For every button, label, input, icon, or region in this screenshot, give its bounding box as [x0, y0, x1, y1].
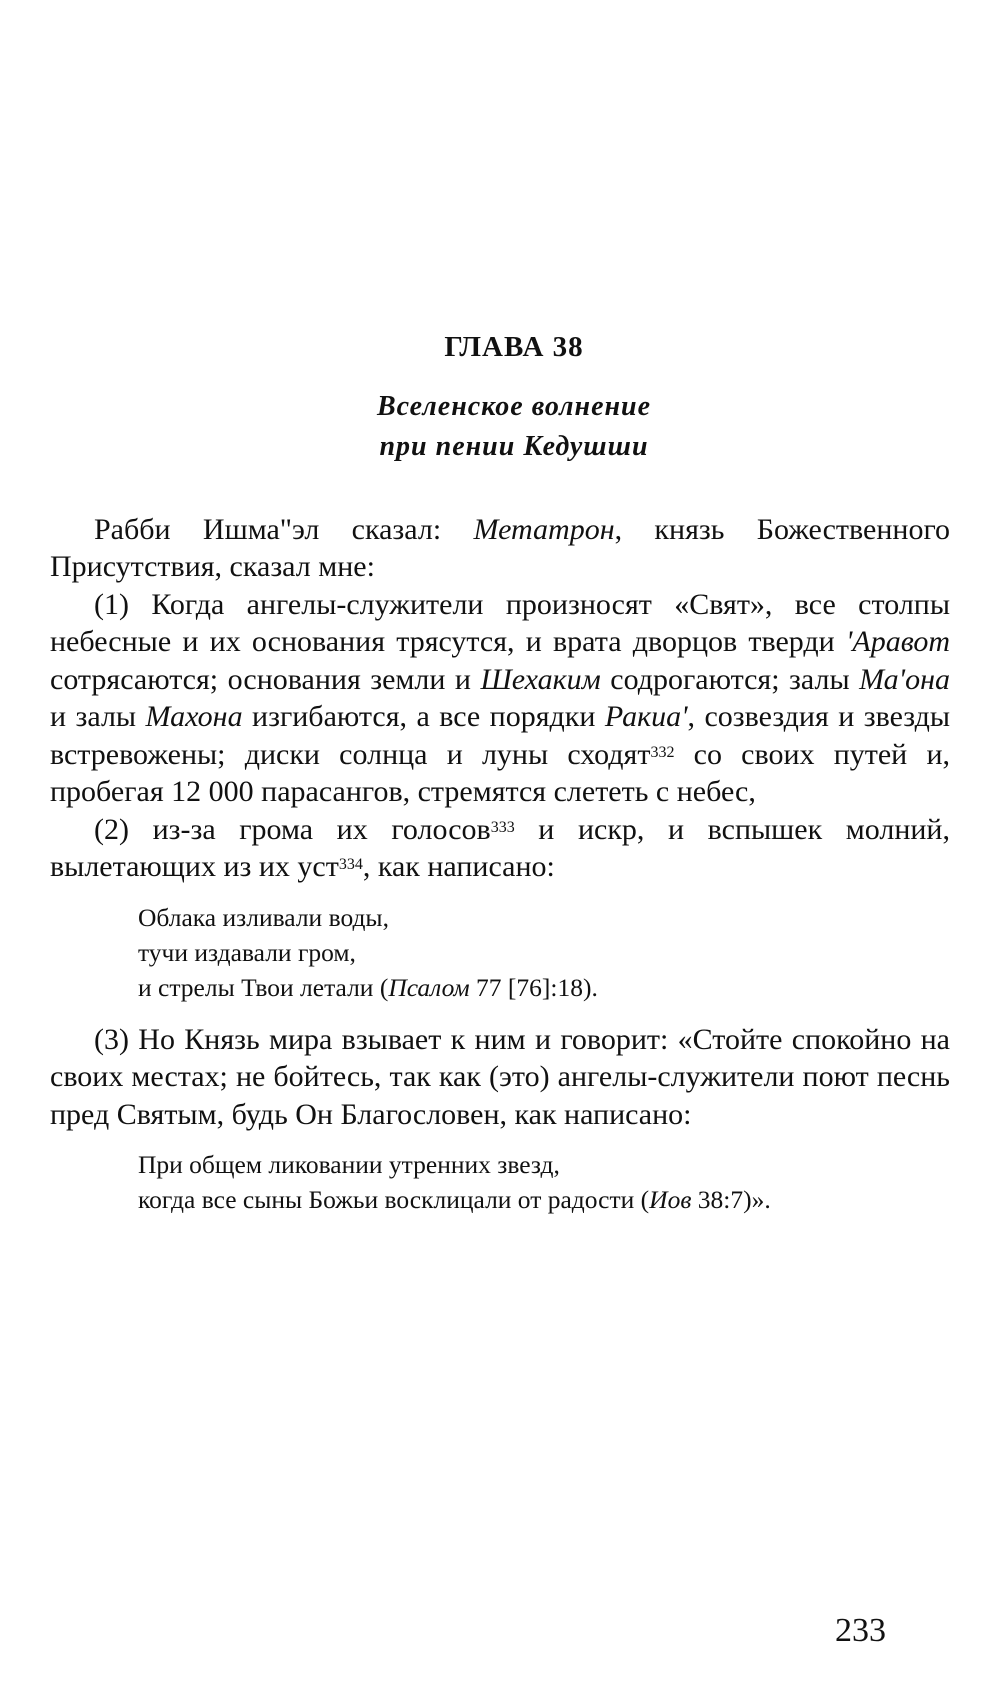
chapter-subtitle-line-2: при пении Кедушши: [379, 430, 649, 462]
footnote-ref[interactable]: 333: [490, 818, 515, 836]
text-run: со своих путей и, пробегая 12 000 парасангов, стремятся слететь с небес,: [50, 737, 950, 809]
intro-paragraph: [50, 511, 950, 586]
quote-line: [138, 970, 950, 1005]
text-run: (1) Когда ангелы-служители произносят «Свят», все столпы небесные и их основания трясутся, и врата дворцов тверди: [50, 587, 950, 659]
quote-line: тучи издавали гром,: [138, 937, 356, 967]
text-run: когда все сыны Божьи восклицали от радости (: [138, 1185, 650, 1215]
text-run: 77 [76]:18).: [469, 972, 598, 1002]
italic-term: Шехаким: [480, 662, 601, 696]
chapter-title: ГЛАВА 38: [444, 331, 584, 363]
chapter-subtitle: [78, 387, 950, 467]
text-run: изгибаются, а все порядки: [242, 700, 605, 734]
paragraph-3: (3) Но Князь мира взывает к ним и говорит: «Стойте спокойно на своих местах; не бойтесь, так как (это) ангелы-служители поют песнь пред Святым, будь Он Благословен, как написано:: [50, 1022, 950, 1131]
text-run: 38:7)».: [691, 1185, 771, 1215]
citation-book: Псалом: [388, 972, 470, 1002]
quote-line: При общем ликовании утренних звезд,: [138, 1150, 560, 1180]
italic-term: Ма'она: [859, 662, 950, 696]
text-run: , князь Божественного Присутствия, сказал мне:: [50, 512, 951, 584]
text-run: сотрясаются; основания земли и: [50, 662, 481, 696]
scripture-quote-2: [138, 1147, 950, 1217]
italic-term: 'Аравот: [845, 625, 950, 659]
scripture-quote-1: [138, 900, 950, 1005]
text-run: и залы: [50, 700, 146, 734]
citation-book: Иов: [649, 1185, 692, 1215]
paragraph-1: [50, 586, 950, 811]
text-run: и искр, и вспышек молний, вылетающих из их уст: [50, 812, 950, 884]
page-content: [50, 330, 950, 1233]
italic-name: Метатрон: [473, 512, 615, 546]
chapter-subtitle-line-1: Вселенское волнение: [376, 390, 652, 422]
italic-term: Махона: [145, 700, 243, 734]
text-run: , как написано:: [362, 850, 555, 884]
italic-term: Ракиа': [604, 700, 688, 734]
text-run: содрогаются; залы: [600, 662, 860, 696]
quote-line: [138, 1182, 950, 1217]
text-run: Рабби Ишма"эл сказал:: [94, 512, 474, 546]
paragraph-2: [50, 811, 950, 886]
text-run: , созвездия и звезды встревожены; диски солнца и луны сходят: [50, 700, 950, 771]
page-number: 233: [835, 1612, 886, 1649]
quote-line: Облака изливали воды,: [138, 902, 389, 932]
text-run: (2) из-за грома их голосов: [94, 812, 491, 846]
text-run: и стрелы Твои летали (: [138, 972, 389, 1002]
footnote-ref[interactable]: 332: [650, 743, 675, 761]
footnote-ref[interactable]: 334: [338, 856, 363, 874]
